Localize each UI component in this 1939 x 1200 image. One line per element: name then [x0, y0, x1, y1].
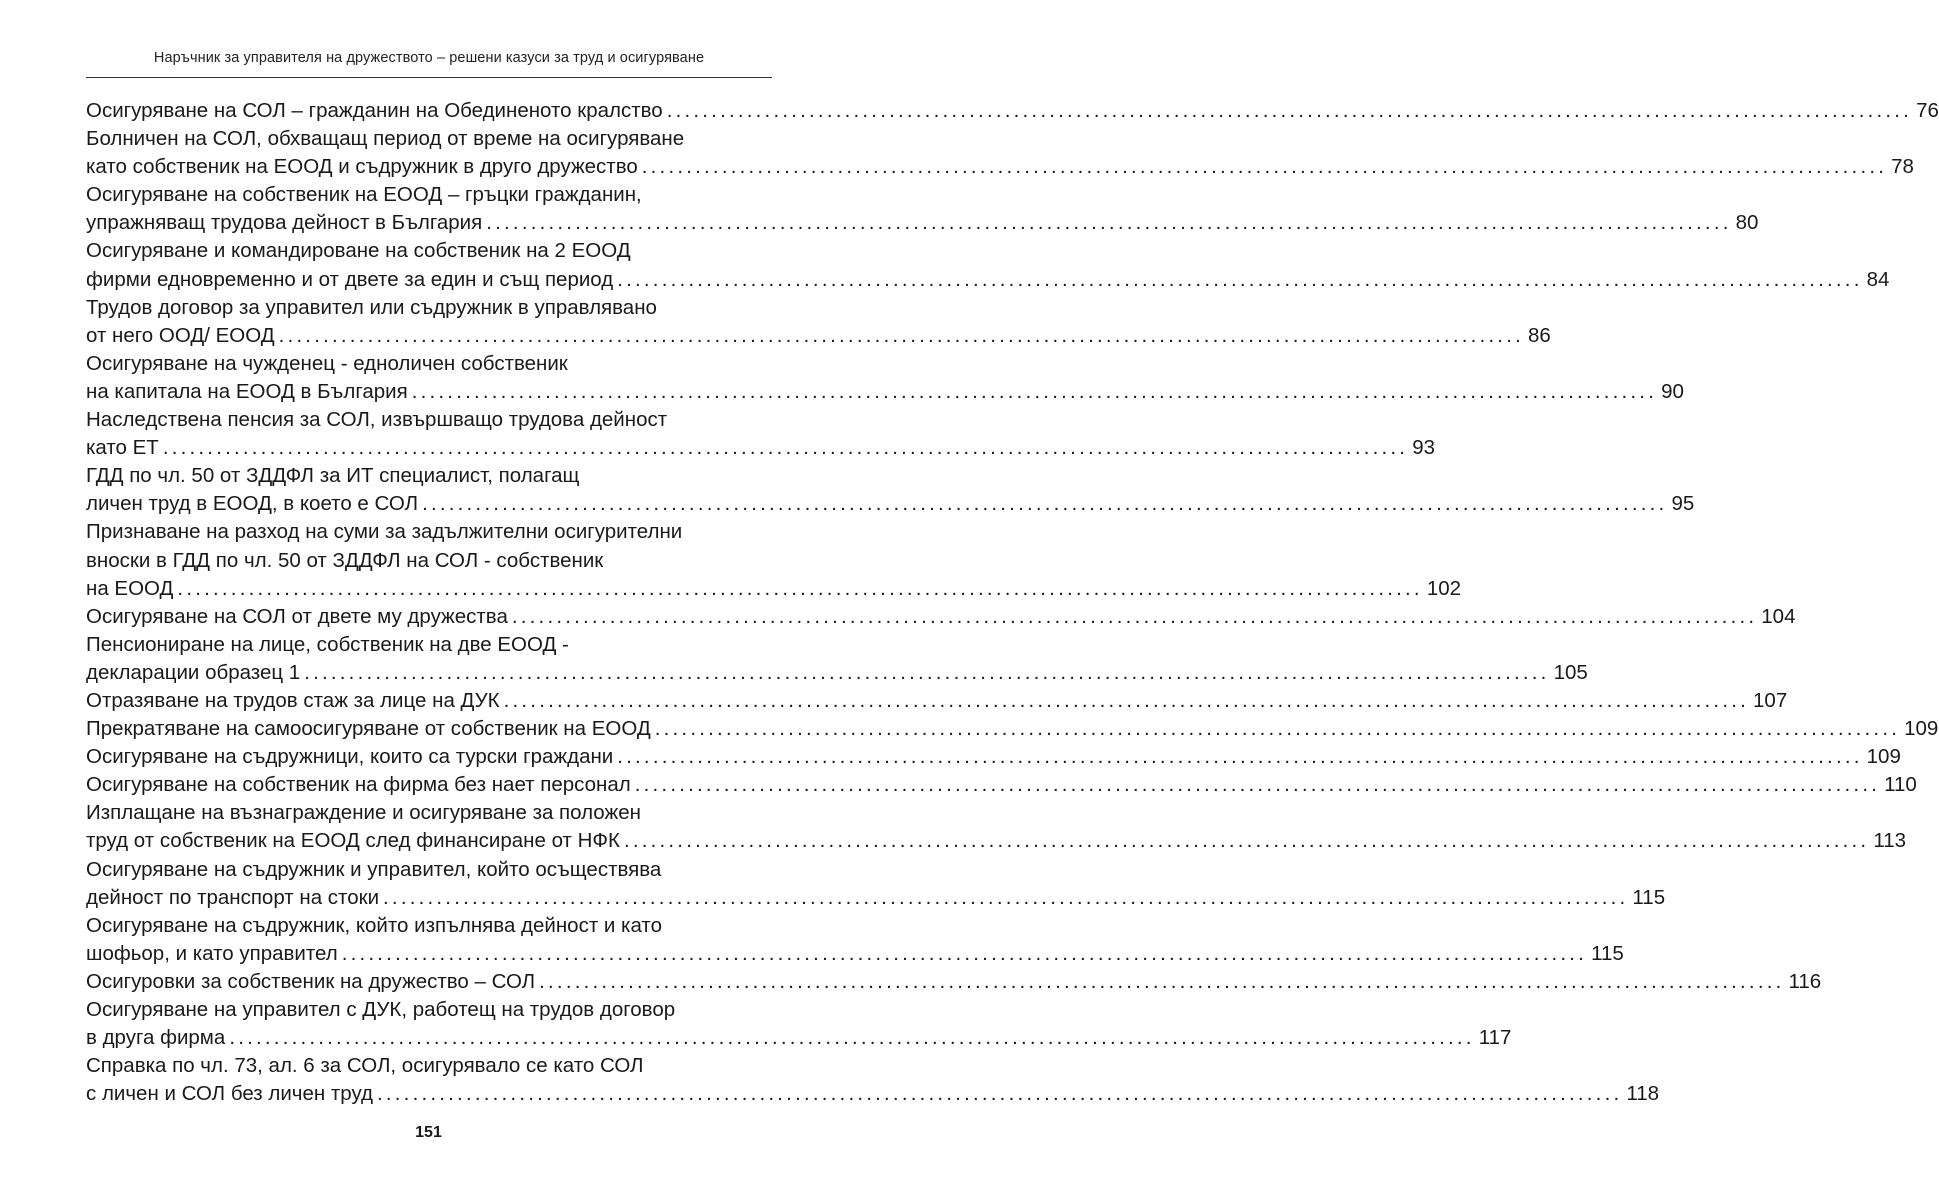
toc-entry	[86, 603, 1796, 631]
toc-entry-title-line: с личен и СОЛ без личен труд	[86, 1082, 373, 1106]
toc-page-number: 117	[1478, 1026, 1512, 1050]
toc-entry	[86, 996, 1512, 1052]
toc-entry-title-line: вноски в ГДД по чл. 50 от ЗДДФЛ на СОЛ - собственик	[86, 548, 604, 572]
toc-entry-title-line: ГДД по чл. 50 от ЗДДФЛ за ИТ специалист, полагащ	[86, 464, 580, 488]
toc-entry-title-line: Трудов договор за управител или съдружник в управлявано	[86, 295, 657, 319]
toc-entry-last-line	[86, 827, 1907, 855]
toc-entry-title-line: Осигуряване на СОЛ – гражданин на Обединеното кралство	[86, 99, 663, 122]
toc-entry-title-line: на ЕООД	[86, 576, 174, 600]
toc-page-number: 90	[1661, 379, 1684, 403]
toc-entry-title-line: Признаване на разход на суми за задължителни осигурителни	[86, 520, 683, 544]
running-header: Наръчник за управителя на дружеството – решени казуси за труд и осигуряване	[153, 50, 705, 66]
toc-entry-title-line: Осигуряване на чужденец - едноличен собственик	[86, 351, 568, 375]
toc-page-number: 102	[1426, 576, 1462, 600]
toc-entry-last-line	[86, 771, 1917, 799]
toc-entry	[86, 715, 1939, 743]
toc-entry-last-line	[86, 687, 1788, 715]
toc-entry-title-line: декларации образец 1	[86, 660, 301, 684]
toc-entry-last-line	[86, 153, 1914, 181]
toc-entry-title-line: Справка по чл. 73, ал. 6 за СОЛ, осигурявало се като СОЛ	[86, 1054, 644, 1078]
toc-entry-title-line: Отразяване на трудов стаж за лице на ДУК	[86, 688, 500, 712]
toc-entry-title-line: шофьор, и като управител	[86, 941, 338, 965]
toc-entry-title-line: Осигуряване на собственик на фирма без нает персонал	[86, 773, 631, 797]
toc-entry-last-line	[86, 1024, 1512, 1052]
toc-entry-last-line	[86, 97, 1939, 125]
dot-leader: ............................................................................................................................................	[511, 604, 1758, 628]
toc-entry	[86, 97, 1939, 125]
toc-page-number: 116	[1788, 969, 1822, 993]
toc-page-number: 86	[1528, 323, 1551, 347]
dot-leader: ............................................................................................................................................	[278, 323, 1524, 347]
dot-leader: ............................................................................................................................................	[229, 1026, 1475, 1050]
toc-page-number: 109	[1866, 745, 1901, 769]
dot-leader: ............................................................................................................................................	[376, 1082, 1623, 1106]
dot-leader: ............................................................................................................................................	[422, 492, 1668, 516]
toc-entry-title-line: упражняващ трудова дейност в България	[86, 211, 483, 235]
toc-entry-title-line: на капитала на ЕООД в България	[86, 379, 408, 403]
toc-entry	[86, 1052, 1660, 1108]
toc-entry-last-line	[86, 209, 1759, 237]
table-of-contents	[86, 97, 1939, 1108]
dot-leader: ............................................................................................................................................	[641, 155, 1888, 179]
toc-entry-last-line	[86, 266, 1890, 294]
toc-entry-title-line: личен труд в ЕООД, в което е СОЛ	[86, 492, 419, 516]
toc-page-number: 95	[1671, 492, 1695, 516]
toc-page-number: 113	[1873, 829, 1907, 853]
dot-leader: ............................................................................................................................................	[304, 660, 1550, 684]
toc-page-number: 118	[1626, 1082, 1660, 1106]
dot-leader: ............................................................................................................................................	[634, 773, 1881, 797]
toc-page-number: 109	[1904, 717, 1939, 741]
toc-entry-title-line: Осигуряване на съдружник и управител, който осъществява	[86, 857, 662, 881]
toc-page-number: 78	[1891, 155, 1914, 179]
toc-entry	[86, 237, 1890, 293]
page-number: 151	[415, 1124, 442, 1141]
toc-page-number: 115	[1632, 885, 1666, 909]
toc-entry-title-line: Прекратяване на самоосигуряване от собственик на ЕООД	[86, 717, 651, 741]
toc-entry	[86, 743, 1901, 771]
toc-entry-title-line: Осигуряване на собственик на ЕООД – гръцки гражданин,	[86, 183, 642, 207]
toc-entry-title-line: като ЕТ	[86, 436, 159, 460]
toc-entry-title-line: Осигуряване и командироване на собственик на 2 ЕООД	[86, 239, 631, 263]
toc-page-number: 93	[1412, 436, 1436, 460]
toc-entry-last-line	[86, 715, 1939, 743]
toc-entry-title-line: в друга фирма	[86, 1026, 226, 1050]
toc-entry-title-line: фирми едновременно и от двете за един и същ период	[86, 267, 614, 291]
dot-leader: ............................................................................................................................................	[623, 829, 1870, 853]
toc-entry-last-line	[86, 378, 1684, 406]
toc-entry-last-line	[86, 659, 1588, 687]
dot-leader: ............................................................................................................................................	[486, 211, 1732, 235]
toc-entry	[86, 518, 1462, 602]
toc-entry	[86, 912, 1624, 968]
toc-entry	[86, 968, 1822, 996]
toc-entry-title-line: Наследствена пенсия за СОЛ, извършващо трудова дейност	[86, 408, 668, 432]
dot-leader: ............................................................................................................................................	[177, 576, 1423, 600]
dot-leader: ............................................................................................................................................	[411, 379, 1658, 403]
toc-entry-title-line: Осигуряване на СОЛ от двете му дружества	[86, 604, 508, 628]
toc-entry	[86, 181, 1759, 237]
dot-leader: ............................................................................................................................................	[617, 267, 1863, 291]
toc-entry	[86, 799, 1907, 855]
toc-entry-last-line	[86, 1080, 1660, 1108]
toc-entry-title-line: от него ООД/ ЕООД	[86, 323, 275, 347]
header-divider	[86, 77, 772, 78]
toc-entry-title-line: Осигуряване на съдружник, който изпълнява дейност и като	[86, 913, 662, 937]
toc-entry-title-line: Осигуряване на управител с ДУК, работещ на трудов договор	[86, 998, 676, 1021]
toc-page-number: 104	[1761, 604, 1796, 628]
toc-entry-last-line	[86, 322, 1551, 350]
dot-leader: ............................................................................................................................................	[503, 688, 1750, 712]
dot-leader: ............................................................................................................................................	[666, 99, 1913, 122]
toc-entry	[86, 294, 1551, 350]
toc-page-number: 105	[1553, 660, 1588, 684]
dot-leader: ............................................................................................................................................	[162, 436, 1409, 460]
toc-entry-title-line: Изплащане на възнаграждение и осигуряване за положен	[86, 801, 641, 825]
toc-entry	[86, 462, 1695, 518]
dot-leader: ............................................................................................................................................	[654, 717, 1901, 741]
toc-page-number: 76	[1916, 99, 1939, 122]
toc-entry-title-line: труд от собственик на ЕООД след финансиране от НФК	[86, 829, 620, 853]
toc-entry-last-line	[86, 490, 1695, 518]
dot-leader: ............................................................................................................................................	[341, 941, 1588, 965]
toc-entry-last-line	[86, 968, 1822, 996]
dot-leader: ............................................................................................................................................	[539, 969, 1785, 993]
toc-entry-title-line: Осигуровки за собственик на дружество – СОЛ	[86, 969, 536, 993]
toc-entry-title-line: като собственик на ЕООД и съдружник в друго дружество	[86, 155, 638, 179]
toc-page-number: 115	[1591, 941, 1624, 965]
toc-entry	[86, 406, 1436, 462]
toc-page-number: 80	[1735, 211, 1759, 235]
toc-page-number: 107	[1753, 688, 1788, 712]
toc-entry	[86, 631, 1588, 687]
toc-entry-title-line: Болничен на СОЛ, обхващащ период от време на осигуряване	[86, 127, 685, 151]
dot-leader: ............................................................................................................................................	[383, 885, 1629, 909]
toc-entry	[86, 856, 1666, 912]
toc-entry	[86, 125, 1914, 181]
toc-page-number: 110	[1884, 773, 1917, 797]
dot-leader: ............................................................................................................................................	[617, 745, 1863, 769]
toc-entry-last-line	[86, 434, 1436, 462]
toc-entry-title-line: Осигуряване на съдружници, които са турски граждани	[86, 745, 614, 769]
toc-entry-last-line	[86, 940, 1624, 968]
toc-entry	[86, 350, 1684, 406]
toc-entry	[86, 771, 1917, 799]
toc-page-number: 84	[1866, 267, 1890, 291]
toc-entry-last-line	[86, 603, 1796, 631]
toc-entry-last-line	[86, 884, 1666, 912]
toc-entry-last-line	[86, 575, 1462, 603]
toc-entry	[86, 687, 1788, 715]
toc-entry-title-line: дейност по транспорт на стоки	[86, 885, 380, 909]
toc-entry-last-line	[86, 743, 1901, 771]
toc-entry-title-line: Пенсиониране на лице, собственик на две ЕООД -	[86, 632, 569, 656]
